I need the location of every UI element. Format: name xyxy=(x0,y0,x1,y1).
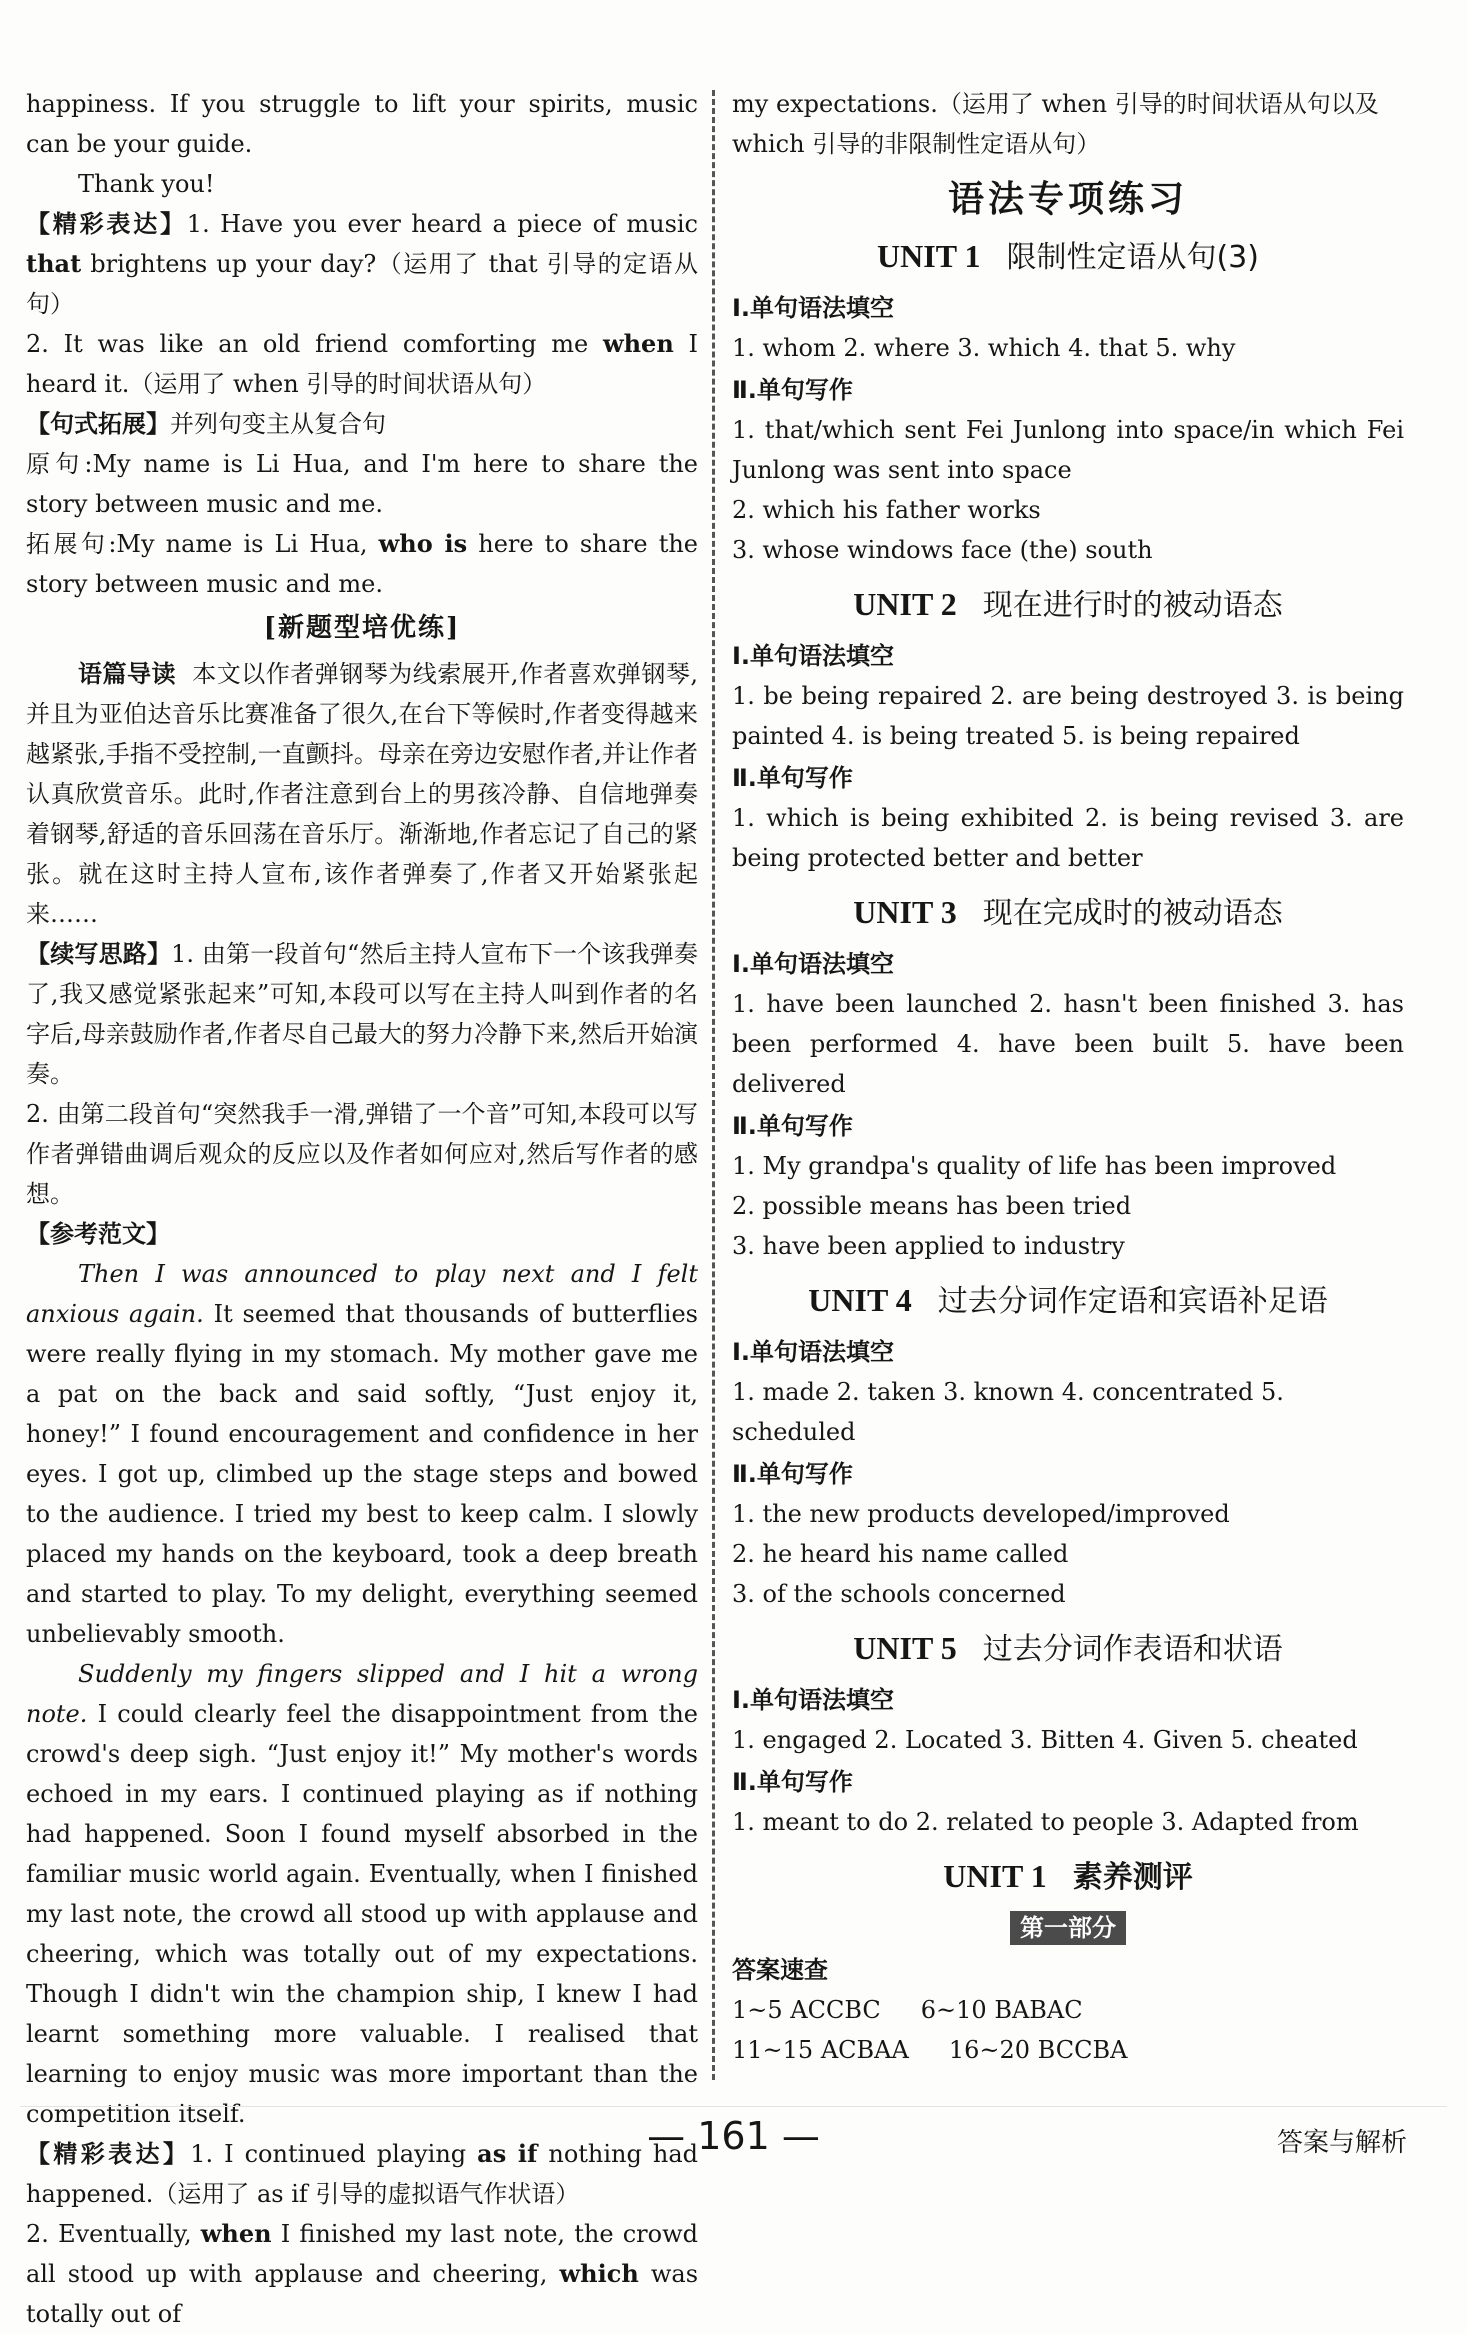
section-title: 语法专项练习 xyxy=(947,179,1188,220)
part-badge: 第一部分 xyxy=(1010,1911,1126,1945)
essay-paragraph-1: Then I was announced to play next and I felt anxious again. It seemed that thousands of butterflies were really flying in my stomach. My mother gave me a pat on the back and said softly, “Just enjoy it, honey!” I found encouragement and confidence in her eyes. I got up, climbed up the stage steps and bowed to the audience. I tried my best to keep calm. I slowly placed my hands on the keyboard, took a deep breath and started to play. To my delight, everything seemed unbelievably smooth. xyxy=(26,1260,698,1648)
answer-line: 2. possible means has been tried xyxy=(732,1192,1132,1220)
right-column xyxy=(732,84,1404,2070)
unit-block-4 xyxy=(732,1280,1404,1614)
unit-title: UNIT 4 过去分词作定语和宾语补足语 xyxy=(808,1282,1328,1319)
answer-line: 1. that/which sent Fei Junlong into space/in which Fei Junlong was sent into space xyxy=(732,416,1404,484)
subsection-fill: Ⅰ.单句语法填空 xyxy=(732,642,895,670)
answer-line: 1. which is being exhibited 2. is being revised 3. are being protected better and better xyxy=(732,804,1404,872)
subsection-fill: Ⅰ.单句语法填空 xyxy=(732,1686,895,1714)
assessment-title: UNIT 1 素养测评 xyxy=(943,1858,1193,1895)
unit-block-5 xyxy=(732,1628,1404,1842)
answer-line: 3. whose windows face (the) south xyxy=(732,536,1153,564)
answer-line: 1. My grandpa's quality of life has been improved xyxy=(732,1152,1337,1180)
left-column xyxy=(26,84,698,2334)
column-divider xyxy=(712,90,715,2080)
footer-label: 答案与解析 xyxy=(1276,2128,1407,2158)
highlight-expression-4: 2. Eventually, when I finished my last note, the crowd all stood up with applause and cheering, which was totally out of xyxy=(26,2219,699,2328)
answer-line: 2. which his father works xyxy=(732,496,1041,524)
unit-title: UNIT 2 现在进行时的被动语态 xyxy=(853,586,1283,623)
subsection-fill: Ⅰ.单句语法填空 xyxy=(732,950,895,978)
answer-line: 1. engaged 2. Located 3. Bitten 4. Given 5. cheated xyxy=(732,1726,1358,1754)
answers-label: 答案速查 xyxy=(732,1956,828,1984)
paragraph: Thank you! xyxy=(78,170,215,198)
unit-block-2 xyxy=(732,584,1404,878)
new-question-heading: [新题型培优练] xyxy=(263,613,461,643)
unit-title: UNIT 5 过去分词作表语和状语 xyxy=(853,1630,1283,1667)
unit-title: UNIT 1 限制性定语从句(3) xyxy=(877,238,1259,275)
subsection-write: Ⅱ.单句写作 xyxy=(732,376,853,404)
subsection-fill: Ⅰ.单句语法填空 xyxy=(732,294,895,322)
sample-essay-tag: 【参考范文】 xyxy=(26,1219,170,1248)
answer-line: 1. meant to do 2. related to people 3. Adapted from xyxy=(732,1808,1359,1836)
highlight-expression-2: 2. It was like an old friend comforting me when I heard it.（运用了 when 引导的时间状语从句） xyxy=(26,329,698,398)
original-sentence: 原句:My name is Li Hua, and I'm here to share the story between music and me. xyxy=(26,450,698,518)
answer-line: 1. be being repaired 2. are being destroyed 3. is being painted 4. is being treated 5. is being repaired xyxy=(732,682,1404,750)
answer-line: 1. have been launched 2. hasn't been finished 3. has been performed 4. have been built 5. have been delivered xyxy=(732,990,1404,1098)
assessment-block xyxy=(732,1856,1404,2070)
sentence-extension: 【句式拓展】并列句变主从复合句 xyxy=(26,409,386,438)
unit-block-1 xyxy=(732,236,1404,570)
answer-line: 2. he heard his name called xyxy=(732,1540,1069,1568)
answer-row: 11~15 ACBAA 16~20 BCCBA xyxy=(732,2036,1128,2064)
subsection-write: Ⅱ.单句写作 xyxy=(732,1768,853,1796)
unit-title: UNIT 3 现在完成时的被动语态 xyxy=(853,894,1283,931)
subsection-fill: Ⅰ.单句语法填空 xyxy=(732,1338,895,1366)
writing-ideas-2: 2. 由第二段首句“突然我手一滑,弹错了一个音”可知,本段可以写作者弹错曲调后观众的反应以及作者如何应对,然后写作者的感想。 xyxy=(26,1100,698,1208)
answer-line: 1. whom 2. where 3. which 4. that 5. why xyxy=(732,334,1236,362)
highlight-expression-3: 【精彩表达】1. I continued playing as if nothing had happened.（运用了 as if 引导的虚拟语气作状语） xyxy=(26,2139,699,2208)
answer-line: 3. of the schools concerned xyxy=(732,1580,1066,1608)
reading-guide: 语篇导读 本文以作者弹钢琴为线索展开,作者喜欢弹钢琴,并且为亚伯达音乐比赛准备了很久,在台下等候时,作者变得越来越紧张,手指不受控制,一直颤抖。母亲在旁边安慰作者,并让作者认真欣赏音乐。此时,作者注意到台上的男孩冷静、自信地弹奏着钢琴,舒适的音乐回荡在音乐厅。渐渐地,作者忘记了自己的紧张。就在这时主持人宣布,该作者弹奏了,作者又开始紧张起来…… xyxy=(26,659,698,928)
answer-line: 3. have been applied to industry xyxy=(732,1232,1125,1260)
writing-ideas-1: 【续写思路】1. 由第一段首句“然后主持人宣布下一个该我弹奏了,我又感觉紧张起来”可知,本段可以写在主持人叫到作者的名字后,母亲鼓励作者,作者尽自己最大的努力冷静下来,然后开始演奏。 xyxy=(26,939,698,1088)
answer-line: 1. the new products developed/improved xyxy=(732,1500,1230,1528)
footer-rule xyxy=(20,2106,1447,2107)
subsection-write: Ⅱ.单句写作 xyxy=(732,764,853,792)
paragraph: happiness. If you struggle to lift your spirits, music can be your guide. xyxy=(26,90,698,158)
subsection-write: Ⅱ.单句写作 xyxy=(732,1460,853,1488)
highlight-expression-1: 【精彩表达】1. Have you ever heard a piece of music that brightens up your day?（运用了 that 引导的定语从句） xyxy=(26,209,699,318)
continued-explanation: my expectations.（运用了 when 引导的时间状语从句以及 which 引导的非限制性定语从句） xyxy=(732,90,1379,158)
page-number: — 161 — xyxy=(647,2114,820,2158)
essay-paragraph-2: Suddenly my fingers slipped and I hit a wrong note. I could clearly feel the disappointment from the crowd's deep sigh. “Just enjoy it!” My mother's words echoed in my ears. I continued playing as if nothing had happened. Soon I found myself absorbed in the familiar music world again. Eventually, when I finished my last note, the crowd all stood up with applause and cheering, which was totally out of my expectations. Though I didn't win the champion ship, I knew I had learnt something more valuable. I realised that learning to enjoy music was more important than the competition itself. xyxy=(26,1660,698,2128)
answer-line: 1. made 2. taken 3. known 4. concentrated 5. scheduled xyxy=(732,1378,1284,1446)
subsection-write: Ⅱ.单句写作 xyxy=(732,1112,853,1140)
extended-sentence: 拓展句:My name is Li Hua, who is here to share the story between music and me. xyxy=(26,529,698,598)
answer-row: 1~5 ACCBC 6~10 BABAC xyxy=(732,1996,1083,2024)
unit-block-3 xyxy=(732,892,1404,1266)
